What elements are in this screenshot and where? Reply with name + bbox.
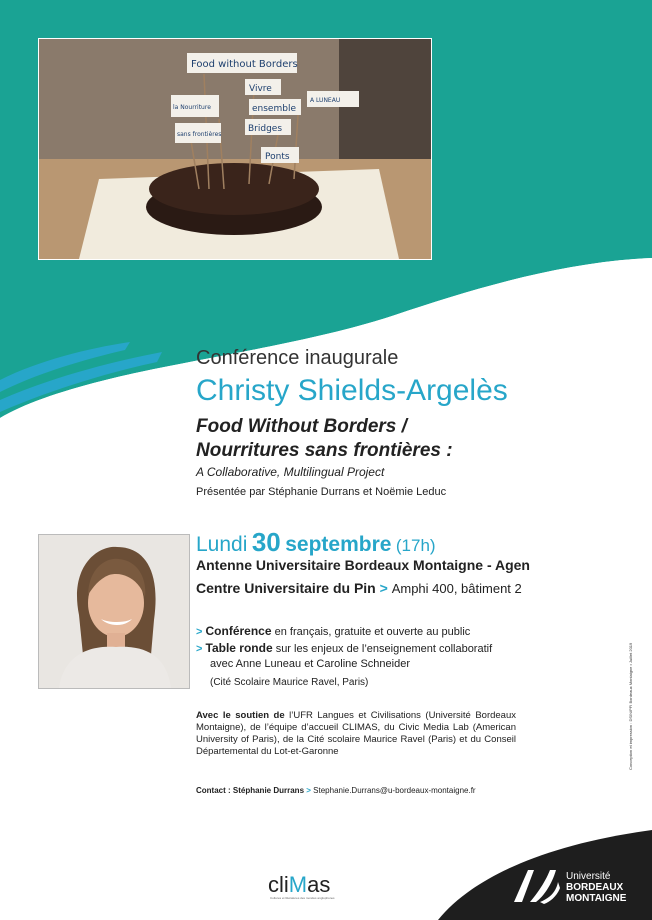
speaker-portrait: [38, 534, 190, 689]
flag-bridges: Bridges: [248, 124, 283, 134]
roundtable-guests: avec Anne Luneau et Caroline Schneider: [210, 658, 410, 670]
chevron-right-icon: >: [196, 626, 203, 638]
program-item-text: en français, gratuite et ouverte au public: [274, 626, 471, 638]
contact-label: Contact : Stéphanie Durrans: [196, 786, 305, 795]
venue-center: Centre Universitaire du Pin: [196, 580, 376, 596]
program-item-title: Conférence: [205, 624, 272, 638]
chevron-right-icon: >: [196, 643, 203, 655]
climas-logo-m: M: [288, 872, 308, 897]
flag-ensemble: ensemble: [252, 104, 296, 114]
university-logo-icon: [510, 866, 562, 911]
cake-photo: [38, 38, 432, 260]
flag-top: Food without Borders: [191, 59, 298, 70]
talk-title-line1: Food Without Borders /: [196, 416, 407, 437]
support-lead: Avec le soutien de: [196, 710, 285, 721]
speaker-name: Christy Shields-Argelès: [196, 374, 508, 407]
program-item: [196, 641, 492, 655]
contact-line: [196, 786, 476, 795]
climas-logo-part: as: [307, 872, 331, 897]
print-credit: Conception et impression : DSIN/PFI Bordeaux Montaigne • Juillet 2019: [628, 642, 633, 770]
contact-email[interactable]: Stephanie.Durrans@u-bordeaux-montaigne.fr: [313, 786, 476, 795]
flag-ponts: Ponts: [265, 152, 290, 162]
univ-line3: MONTAIGNE: [566, 893, 627, 904]
climas-tagline: Cultures et littératures des mondes anglophones: [270, 896, 335, 900]
support-text: l’UFR Langues et Civilisations (Université Bordeaux Montaigne), de l’équipe d’accueil CLIMAS, du Civic Media Lab (American University of Paris), de la Cité scolaire Maurice Ravel (Paris) et du Conseil Départemental du Lot-et-Garonne: [196, 710, 516, 757]
program-item: [196, 624, 470, 638]
climas-logo: [268, 872, 330, 898]
talk-title-line2: Nourritures sans frontières :: [196, 440, 453, 461]
university-name: [566, 871, 626, 904]
flag-luneau: A LUNEAU: [310, 97, 341, 104]
venue-institution: Antenne Universitaire Bordeaux Montaigne - Agen: [196, 557, 530, 573]
venue-room: Amphi 400, bâtiment 2: [391, 581, 522, 596]
date-number: 30: [251, 527, 281, 557]
talk-subtitle: A Collaborative, Multilingual Project: [196, 465, 385, 479]
date-day: Lundi: [196, 533, 248, 556]
flag-sans-frontieres: sans frontières: [177, 131, 222, 138]
roundtable-school: (Cité Scolaire Maurice Ravel, Paris): [210, 677, 369, 688]
event-type: Conférence inaugurale: [196, 347, 399, 369]
venue-location: [196, 580, 522, 596]
chevron-right-icon: >: [306, 786, 311, 795]
presenters: Présentée par Stéphanie Durrans et Noëmie Leduc: [196, 486, 447, 498]
support-paragraph: [196, 710, 516, 758]
univ-line1: Université: [566, 871, 611, 882]
program-item-title: Table ronde: [205, 641, 273, 655]
chevron-right-icon: >: [379, 580, 388, 596]
flag-vivre: Vivre: [249, 84, 272, 94]
univ-line2: BORDEAUX: [566, 882, 624, 893]
climas-logo-part: cli: [268, 872, 289, 897]
program-item-text: sur les enjeux de l’enseignement collaboratif: [275, 643, 493, 655]
event-date: [196, 527, 436, 558]
date-month: septembre: [285, 533, 392, 556]
date-time: (17h): [395, 536, 436, 555]
flag-nourriture: la Nourriture: [173, 104, 211, 111]
